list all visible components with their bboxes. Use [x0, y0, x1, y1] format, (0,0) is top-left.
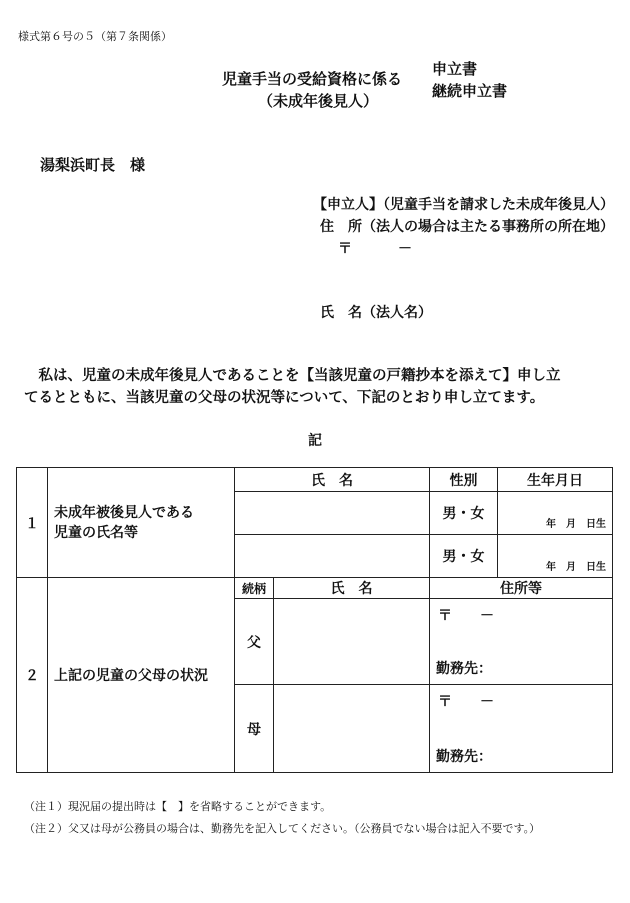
mother-name-field[interactable] — [274, 685, 430, 773]
note-1: （注１）現況届の提出時は【 】を省略することができます。 — [24, 800, 332, 813]
father-address-field[interactable] — [430, 599, 613, 685]
note-2: （注２）父又は母が公務員の場合は、勤務先を記入してください。（公務員でない場合は記入不要です。） — [24, 822, 541, 835]
child2-name-field[interactable] — [235, 535, 430, 578]
col-header-address: 住所等 — [430, 578, 613, 599]
father-work-label: 勤務先： — [436, 661, 492, 677]
statement-line-2: てるとともに、当該児童の父母の状況等について、下記のとおり申し立てます。 — [24, 389, 545, 406]
title-line1: 児童手当の受給資格に係る — [222, 70, 403, 88]
row1-number: １ — [17, 468, 48, 578]
mother-address-field[interactable] — [430, 685, 613, 773]
statement-line-1: 私は、児童の未成年後見人であることを【当該児童の戸籍抄本を添えて】申し立 — [24, 367, 561, 384]
child1-dob[interactable]: 年 月 日生 — [498, 492, 613, 535]
col-header-dob: 生年月日 — [498, 468, 613, 492]
row1-label-line1: 未成年被後見人である — [54, 504, 194, 521]
mother-postal-mark: 〒 — [438, 694, 452, 710]
child2-dob[interactable]: 年 月 日生 — [498, 535, 613, 578]
child1-name-field[interactable] — [235, 492, 430, 535]
addressee: 湯梨浜町長 様 — [40, 156, 146, 174]
applicant-postal-mark: 〒 — [338, 241, 352, 257]
father-postal-dash: － — [480, 608, 494, 624]
relation-father: 父 — [235, 599, 274, 685]
col-header-relation: 続柄 — [235, 578, 274, 599]
row1-label — [48, 468, 235, 578]
ki-mark: 記 — [308, 433, 322, 449]
applicant-address-label: 住 所（法人の場合は主たる事務所の所在地） — [320, 219, 614, 235]
father-name-field[interactable] — [274, 599, 430, 685]
details-table — [16, 467, 613, 773]
mother-work-label: 勤務先： — [436, 749, 492, 765]
row2-number: ２ — [17, 578, 48, 773]
relation-mother: 母 — [235, 685, 274, 773]
title-line2: （未成年後見人） — [258, 92, 379, 110]
child1-gender[interactable]: 男・女 — [430, 492, 498, 535]
form-id: 様式第６号の５（第７条関係） — [18, 30, 172, 43]
col-header-parent-name: 氏 名 — [274, 578, 430, 599]
child2-gender[interactable]: 男・女 — [430, 535, 498, 578]
applicant-heading: 【申立人】（児童手当を請求した未成年後見人） — [313, 197, 614, 213]
applicant-name-label: 氏 名（法人名） — [320, 305, 432, 321]
title-option-1: 申立書 — [432, 60, 478, 78]
applicant-postal-dash: － — [398, 241, 412, 257]
father-postal-mark: 〒 — [438, 608, 452, 624]
row2-label: 上記の児童の父母の状況 — [48, 578, 235, 773]
title-option-2: 継続申立書 — [432, 82, 508, 100]
col-header-name: 氏 名 — [235, 468, 430, 492]
col-header-gender: 性別 — [430, 468, 498, 492]
mother-postal-dash: － — [480, 694, 494, 710]
row1-label-line2: 児童の氏名等 — [54, 524, 138, 541]
